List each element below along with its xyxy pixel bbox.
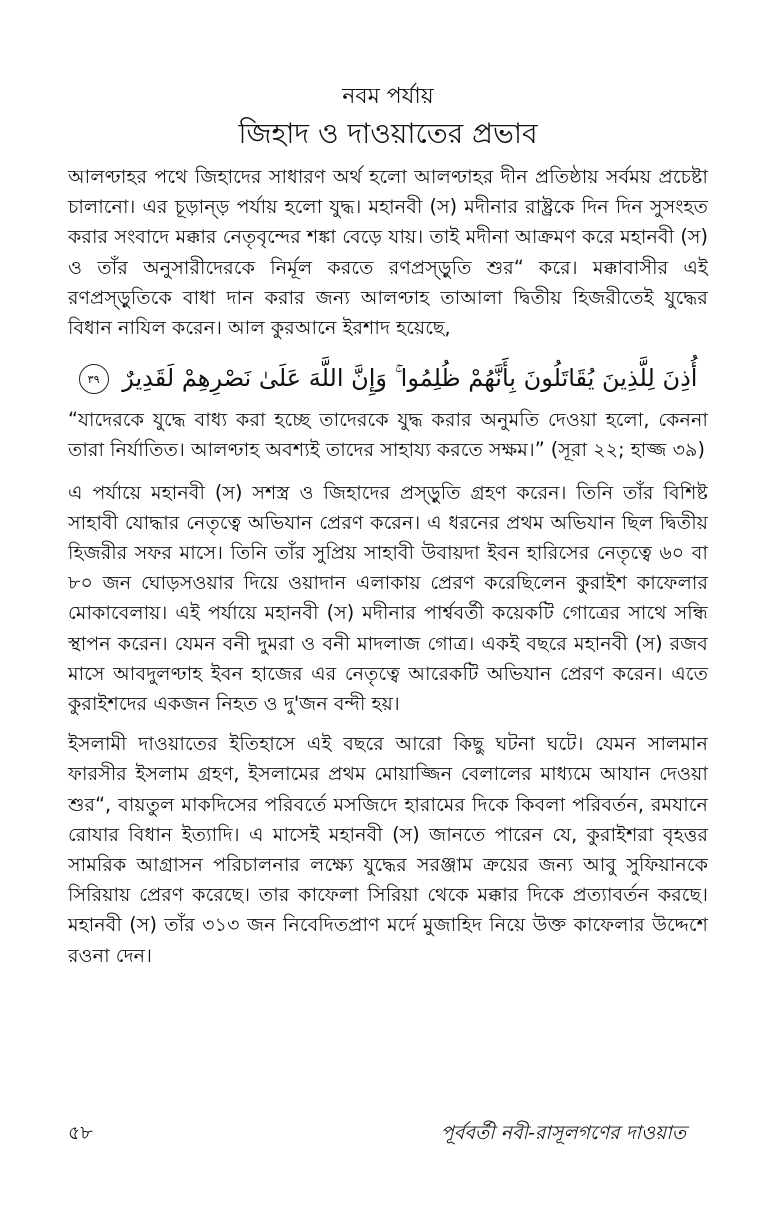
page-number: ৫৮ [68,1122,93,1144]
paragraph-events: ইসলামী দাওয়াতের ইতিহাসে এই বছরে আরো কিছু ঘটনা ঘটে। যেমন সালমান ফারসীর ইসলাম গ্রহণ, ইসলামের প্রথম মোয়াজ্জিন বেলালের মাধ্যমে আযান দেওয়া শুর“, বায়তুল মাকদিসের পরিবর্তে মসজিদে হারামের দিকে কিবলা পরিবর্তন, রমযানে রোযার বিধান ইত্যাদি। এ মাসেই মহানবী (স) জানতে পারেন যে, কুরাইশরা বৃহত্তর সামরিক আগ্রাসন পরিচালনার লক্ষ্যে যুদ্ধের সরঞ্জাম ক্রয়ের জন্য আবু সুফিয়ানকে সিরিয়ায় প্রেরণ করেছে। তার কাফেলা সিরিয়া থেকে মক্কার দিকে প্রত্যাবর্তন করছে। মহানবী (স) তাঁর ৩১৩ জন নিবেদিতপ্রাণ মর্দে মুজাহিদ নিয়ে উক্ত কাফেলার উদ্দেশে রওনা দেন। [68,732,708,967]
running-title: পূর্ববর্তী নবী-রাসূলগণের দাওয়াত [440,1122,686,1144]
chapter-title: জিহাদ ও দাওয়াতের প্রভাব [238,117,538,150]
paragraph-expeditions: এ পর্যায়ে মহানবী (স) সশস্ত্র ও জিহাদের প্রস্ড়ুতি গ্রহণ করেন। তিনি তাঁর বিশিষ্ট সাহাবী যোদ্ধার নেতৃত্বে অভিযান প্রেরণ করেন। এ ধরনের প্রথম অভিযান ছিল দ্বিতীয় হিজরীর সফর মাসে। তিনি তাঁর সুপ্রিয় সাহাবী উবায়দা ইবন হারিসের নেতৃত্বে ৬০ বা ৮০ জন ঘোড়সওয়ার দিয়ে ওয়াদান এলাকায় প্রেরণ করেছিলেন কুরাইশ কাফেলার মোকাবেলায়। এই পর্যায়ে মহানবী (স) মদীনার পার্শ্ববর্তী কয়েকটি গোত্রের সাথে সন্ধি স্থাপন করেন। যেমন বনী দুমরা ও বনী মাদলাজ গোত্র। একই বছরে মহানবী (স) রজব মাসে আবদুলণ্ঢাহ ইবন হাজের এর নেতৃত্বে আরেকটি অভিযান প্রেরণ করেন। এতে কুরাইশদের একজন নিহত ও দু'জন বন্দী হয়। [68,480,708,716]
paragraph-intro: আলণ্ঢাহর পথে জিহাদের সাধারণ অর্থ হলো আলণ্ঢাহর দীন প্রতিষ্ঠায় সর্বময় প্রচেষ্টা চালানো। এর চূড়ান্ড় পর্যায় হলো যুদ্ধ। মহানবী (স) মদীনার রাষ্ট্রকে দিন দিন সুসংহত করার সংবাদে মক্কার নেতৃবৃন্দের শঙ্কা বেড়ে যায়। তাই মদীনা আক্রমণ করে মহানবী (স) ও তাঁর অনুসারীদেরকে নির্মূল করতে রণপ্রস্ড়ুতি শুর“ করে। মক্কাবাসীর এই রণপ্রস্ড়ুতিকে বাধা দান করার জন্য আলণ্ঢাহ তাআলা দ্বিতীয় হিজরীতেই যুদ্ধের বিধান নাযিল করেন। আল কুরআনে ইরশাদ হয়েছে, [68,165,708,340]
chapter-label: নবম পর্যায় [342,84,434,109]
ayah-number-marker: ٣٩ [79,364,109,394]
page-footer [68,1118,708,1148]
arabic-verse-text: أُذِنَ لِلَّذِينَ يُقَاتَلُونَ بِأَنَّهُمْ ظُلِمُوا ۚ وَإِنَّ اللَّهَ عَلَىٰ نَصْرِهِمْ لَقَدِيرٌ [122,364,698,393]
verse-translation: “যাদেরকে যুদ্ধে বাধ্য করা হচ্ছে তাদেরকে যুদ্ধ করার অনুমতি দেওয়া হলো, কেননা তারা নির্যাতিত। আলণ্ঢাহ অবশ্যই তাদের সাহায্য করতে সক্ষম।” (সূরা ২২; হাজ্জ ৩৯) [68,408,708,462]
quran-verse [68,353,708,403]
page-content [68,82,708,981]
